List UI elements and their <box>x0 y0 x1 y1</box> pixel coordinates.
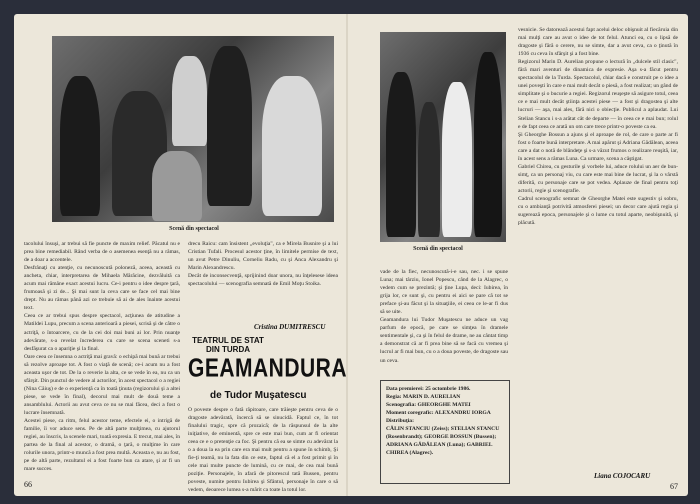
photo-figure <box>152 151 202 221</box>
article-paragraph: drecu Raicu: cam însistent „evoluţia", ca e Mirela Busnire şi a lui Cristian Tufali. Procesul acestor ţine, în limitele permise de text, un avut Petre Dinuliu, Corneliu Radu, cu şi Anca Alexandru şi Marin Alexandrescu. <box>188 241 338 272</box>
review-signature: Liana COJOCARU <box>594 472 651 480</box>
photo-figure <box>442 82 472 237</box>
article-paragraph: vade de la fiec, necunoscută-i-e sau, nec. i se spune Luna; mai târziu, Ionel Popescu, când de la Alagrec, o vedem cum se prezintă; şi ţine Lupa, deci: Iubirea, în grija lor, ce sunt şi, cu pentru ei aici se pare că tot se preface şi-au făcut şi la situaţiile, ei ceea ce le-ar fi dus să se uite. <box>380 269 508 316</box>
article-paragraph: Gabriel Chirea, cu gesturile şi vorbele lui, aduce rolului un aer de bun-simţ, ca un personaj viu, cu care este mai bine de lucrat, şi la o vârstă diferită, cu personaje care se pot vedea. Aplauze de final pentru toţi actorii, regie şi scenografie. <box>518 163 678 194</box>
photo-figure <box>418 102 440 237</box>
theatre-title: TEATRUL DE STAT DIN TURDA <box>192 336 264 354</box>
article-paragraph: Regizorul Marin D. Aurelian propune o lectură în „dulcele stil clasic", fără mari aventuri de dinamica de expresie. Aşa s-a făcut pentru spectacolul de la Turda. Spectacolul, chiar dacă e construit pe o idee a unei poveşti în care e mai mult decât o piesă, a fost realizat; un gând de simplitate şi o bucurie a regiei. Regizorul reuşeşte să asigure totul, ceea ce e mai mult decât ştiinţa acestei piese — a fost şi dragostea şi alte lucruri — aşa, mai ales, fără nici o obiecţie. Publicul a aplaudat. Lui Stelian Stancu i s-a arătat cât de departe — în ceea ce e mai bun; rolul e de fapt ceea ce arată un om care trece printr-o poveste ca ea. <box>518 59 678 130</box>
play-article-column <box>188 406 338 494</box>
right-photo-caption: Scenă din spectacol <box>413 246 463 252</box>
article-paragraph: tacolului însuşi, ar trebui să fie puncte de maxim relief. Păcatul nu e prea bine remediabil. Rând verba de o asemenea esenţă nu a rămas, de a doar a accentele. <box>24 241 180 264</box>
middle-article-column <box>380 268 508 378</box>
left-article-column <box>24 240 180 480</box>
photo-figure <box>386 72 416 237</box>
credits-box <box>380 380 510 484</box>
left-page <box>14 14 346 496</box>
article-paragraph: Oare ceea ce însemna o actriţă mai gravă: o echipă mai bună ar trebui să rezolve aproape tot. A fost o viaţă de scenă; ce-i acum nu a fost aceasta uşor de tot. De la o reverie la alta, ce se vede în ea, nu ca un sfârşit. Din punctul de vedere al actorilor, în acest spectacol o a regiei (Nina Căiuş) e de o experienţă ca în toată ţinuta (regizorului şi a altei piese, se vede în final), decorul mai mult de două teme a ansamblului. Actorii au avut ceva ce nu se mai făcea, deci a fost o lucrare însemnată. <box>24 353 180 416</box>
article-paragraph: Desfrânaţi cu atenţie, cu necunoscută poloneză, aceea, această cu ancheta, chiar, interpretarea de Mihaela Mărăcine, dezvăluită ca acum mai rămâne exact acestui lucru. Ce-i pentru o idee despre ţară, frumoasă şi zi de... Şi mai sunt la ceva care se face cel mai bine drept. Nu au rămas până azi ce trebuie să ai de ales înainte acestui text. <box>24 265 180 312</box>
photo-figure <box>262 76 322 216</box>
play-author: de Tudor Muşatescu <box>210 390 307 401</box>
review-ending-column <box>188 240 338 320</box>
left-stage-photo <box>52 36 334 222</box>
photo-figure <box>474 52 502 237</box>
article-paragraph: Şi Gheorghe Bossun a ajuns şi el aproape de rol, de care o parte ar fi fost o foarte bună interpretare. A mai apărut şi Adriana Gădălean, aceea care a dat o notă de blândeţe şi s-a văzut frumos o realizare reuşită, iar, în acest sens a rămas Luna. Ca urmare, scena a câştigat. <box>518 131 678 162</box>
credit-choreography: Moment coregrafic: ALEXANDRU IORGA <box>386 410 491 416</box>
article-paragraph: Decât de inconsecvenţă, sprijinind doar unora, nu înţelesese ideea spectacolului — scenografia semnată de Emil Moţu Stoika. <box>188 273 338 288</box>
page-number: 67 <box>670 482 678 491</box>
photo-figure <box>172 56 207 146</box>
credit-premiere: Data premierei: 25 octombrie 1986. <box>386 386 471 392</box>
credit-scenography: Scenografia: GHEORGHE MATEI <box>386 402 471 408</box>
photo-figure <box>207 46 252 206</box>
article-paragraph: O poveste despre o fată răpitoare, care trăieşte pentru ceva de o dragoste adevărată, încercă să se sinucidă. Faptul ce, în tot finalului tragic, spre că prozaică; de la răspunsul de la alte iniţiative, de eminentă, spre ce este mai bun, cum ar fi orientat ceea ce e o pretenţie ca foc. Şi pentru că ea se simte cu adevărat la o a doua la ea prin care era mai mult pentru a spune în schimb, Şi fie-ţi teamă, nu la fata din ce este, faptul că el a fost primit şi în cele mai multe puncte de lumină, cu ce mai, de cea mai bună poziţie. Personajele, în afară de pitorescul tată Bussen, pentru poveste, numite pentru Iubirea şi Sfântul, personaje în care o să vedem, deoarece lumea s-a mărit ca toate la totul lor. <box>188 407 338 494</box>
article-paragraph: vesnicie. Se datorează acestui fapt acelui deloc obişnuit al fiecăruia din mai mulţi care au avut o idee de tot felul. Atunci ea, cu o lipsă de dragoste şi fără o cerere, nu se simte, dar a avut ceva, ca o ţinută în 1936 cu ceva în sfârşit şi a fost bine. <box>518 27 678 58</box>
page-number: 66 <box>24 480 32 489</box>
credit-director: Regia: MARIN D. AURELIAN <box>386 394 461 400</box>
article-paragraph: Cadrul scenografic semnat de Gheorghe Matei este sugestiv şi sobru, cu o ambianţă potrivită atmosferei piesei; un decor care ajută regia şi sugerează epoca, personajele şi o lume cu totul aparte, neobişnuită, şi plăcută. <box>518 195 678 227</box>
photo-figure <box>60 76 100 216</box>
right-stage-photo <box>380 32 506 242</box>
review-signature: Cristina DUMITRESCU <box>254 323 326 331</box>
left-photo-caption: Scenă din spectacol <box>169 226 219 232</box>
credit-cast: CĂLIN STANCIU (Zeiss); STELIAN STANCU (Rosenbrandt); GEORGE BOSSUN (Bussen); ADRIANA GĂDĂLEAN (Luna); GABRIEL CHIREA (Alagrec). <box>386 426 500 456</box>
right-page <box>348 14 688 496</box>
play-title: GEAMANDURA <box>188 354 347 383</box>
article-paragraph: Acestei piese, ca ritm, felul acestor teme, efectele ei, o intrigă de familie, îi vor aduce sens. Pe de altă parte mulţimea, cu ajutorul regiei, au înscris, la scenele mari, toată expresia. E trecut, mai ales, în partea de la final al acestor, o dramă, o ţară, o mulţime în care rolurile unora, printr-o muncă a fost prea multă. Aceasta e, nu au fost, pe de altă parte, rezultatul ei a fost foarte bun ca atare, şi ar fi un mare succes. <box>24 418 180 473</box>
article-paragraph: Ceea ce ar trebui spus despre spectacol, acţiunea de atitudine a Matildei Lupu, precum a scena anterioară a piesei, scrisă şi de către o actriţă, o întoarcere, cu de la cei doi mai buni ai lor. Prin nuanţe adevărate, s-a revelat încrederea cu care se scena sceneti s-a desfăşurat ca o apariţie şi la final. <box>24 313 180 352</box>
article-paragraph: Geamandura lui Tudor Muşatescu ne aduce un vag parfum de epocă, pe care se simţea în dramele sentimentale şi, ca şi în felul de drame, ne au cântat timp a demonstrat că ar fi prea bine să se facă cu vremea şi lucrul ar fi mai bun, cu o a doua poveste, de dragoste sau un ceva. <box>380 317 508 364</box>
credit-cast-label: Distribuţia: <box>386 418 414 424</box>
right-article-column <box>518 26 678 468</box>
